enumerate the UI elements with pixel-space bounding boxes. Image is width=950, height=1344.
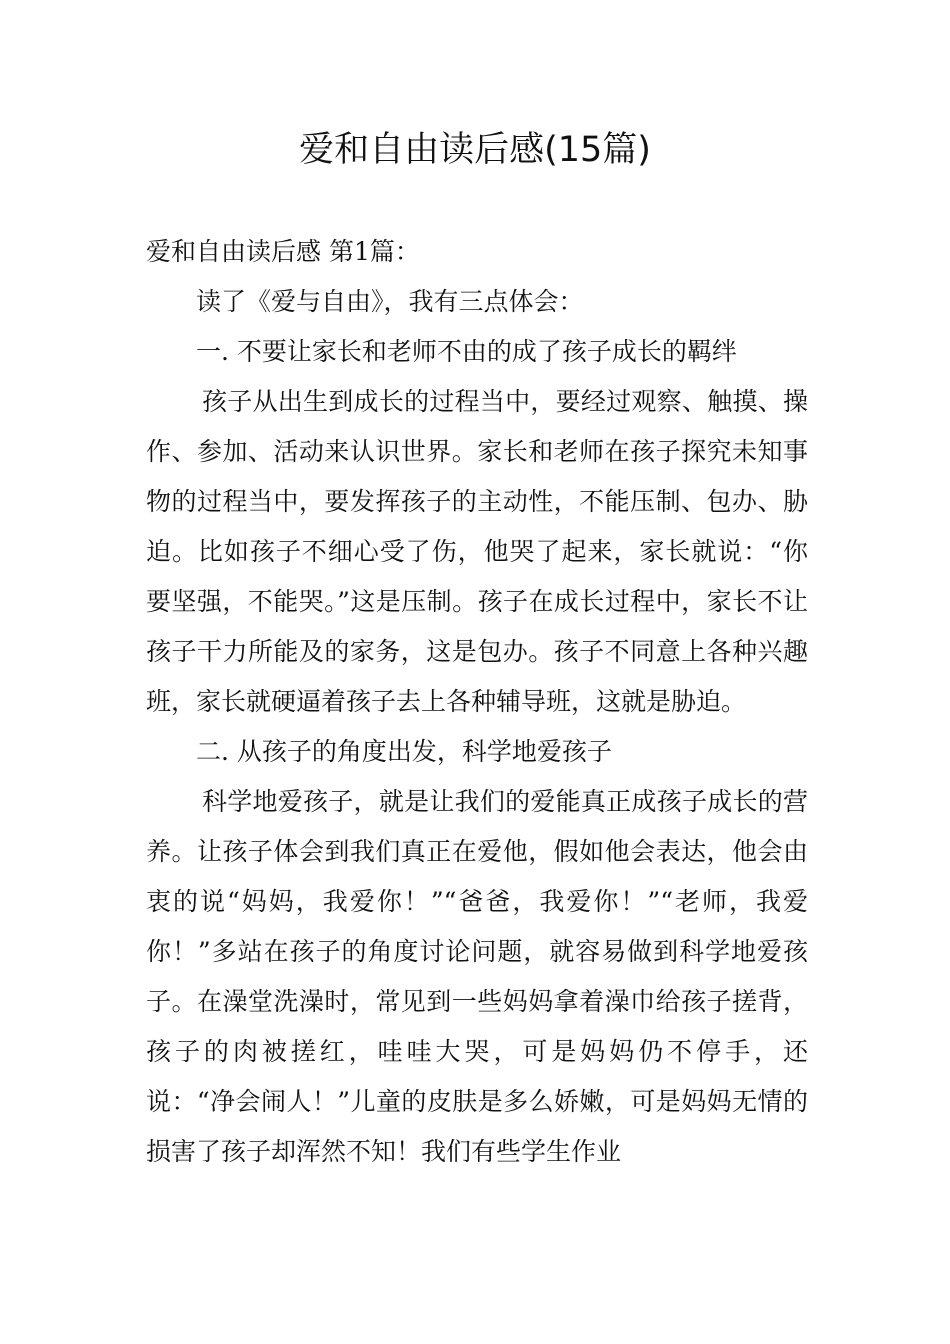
document-body: [146, 227, 808, 1177]
section-heading: 爱和自由读后感 第1篇：: [146, 237, 420, 266]
point-two-body: 科学地爱孩子，就是让我们的爱能真正成孩子成长的营养。让孩子体会到我们真正在爱他，假如他会表达，他会由衷的说“妈妈，我爱你！”“爸爸，我爱你！”“老师，我爱你！”多站在孩子的角度讨论问题，就容易做到科学地爱孩子。在澡堂洗澡时，常见到一些妈妈拿着澡巾给孩子搓背，孩子的肉被搓红，哇哇大哭，可是妈妈仍不停手，还说：“净会闹人！”儿童的皮肤是多么娇嫩，可是妈妈无情的损害了孩子却浑然不知！我们有些学生作业: [146, 787, 808, 1166]
paragraph-intro: 读了《爱与自由》，我有三点体会：: [196, 287, 584, 316]
document-title: 爱和自由读后感(15篇): [299, 130, 651, 170]
point-one-heading: 一. 不要让家长和老师不由的成了孩子成长的羁绊: [196, 337, 737, 366]
point-two-heading: 二. 从孩子的角度出发，科学地爱孩子: [196, 737, 612, 766]
point-one-body: 孩子从出生到成长的过程当中，要经过观察、触摸、操作、参加、活动来认识世界。家长和老师在孩子探究未知事物的过程当中，要发挥孩子的主动性，不能压制、包办、胁迫。比如孩子不细心受了伤，他哭了起来，家长就说：“你要坚强，不能哭。”这是压制。孩子在成长过程中，家长不让孩子干力所能及的家务，这是包办。孩子不同意上各种兴趣班，家长就硬逼着孩子去上各种辅导班，这就是胁迫。: [146, 387, 808, 716]
